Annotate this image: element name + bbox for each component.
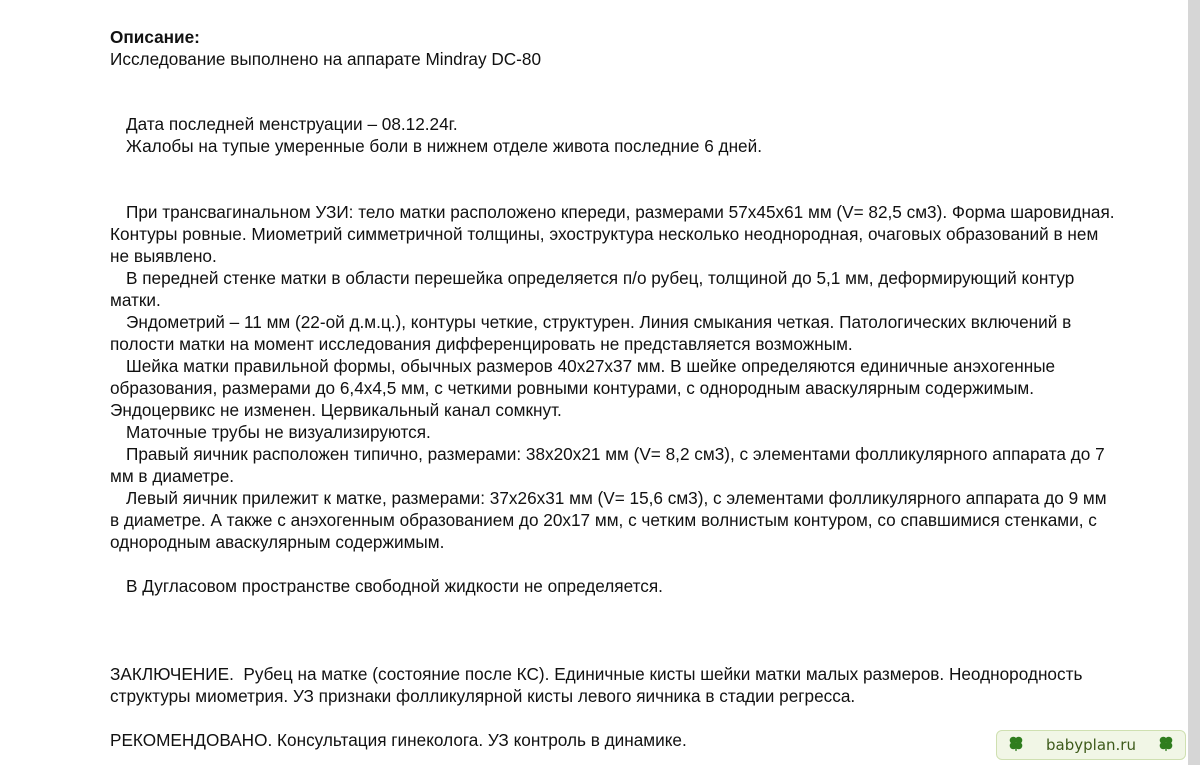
endometrium-finding: Эндометрий – 11 мм (22-ой д.м.ц.), контуры четкие, структурен. Линия смыкания четкая. Патологических включений в полости матки на момент исследования дифференцировать не представляется возможным.: [110, 312, 1072, 354]
clover-icon: [1157, 734, 1175, 756]
device-line: Исследование выполнено на аппарате Mindray DC-80: [110, 49, 542, 69]
spacer: [110, 707, 1120, 729]
clover-icon: [1007, 734, 1025, 756]
spacer: [110, 70, 1120, 113]
uterus-body-finding: При трансвагинальном УЗИ: тело матки расположено кпереди, размерами 57х45х61 мм (V= 82,5 см3). Форма шаровидная. Контуры ровные. Миометрий симметричной толщины, эхоструктура несколько неоднородная, очаговых образований в нем не выявлено.: [110, 202, 1115, 266]
tubes-finding: Маточные трубы не визуализируются.: [126, 422, 431, 442]
ultrasound-report: [110, 26, 1120, 751]
watermark-text: babyplan.ru: [1046, 736, 1136, 754]
conclusion: ЗАКЛЮЧЕНИЕ. Рубец на матке (состояние после КС). Единичные кисты шейки матки малых размеров. Неоднородность структуры миометрия. УЗ признаки фолликулярной кисты левого яичника в стадии регресса.: [110, 664, 1088, 706]
scar-finding: В передней стенке матки в области перешейка определяется п/о рубец, толщиной до 5,1 мм, деформирующий контур матки.: [110, 268, 1075, 310]
left-ovary-finding: Левый яичник прилежит к матке, размерами: 37х26х31 мм (V= 15,6 см3), с элементами фолликулярного аппарата до 9 мм в диаметре. А также с анэхогенным образованием до 20х17 мм, с четким волнистым контуром, со спавшимися стенками, с однородным аваскулярным содержимым.: [110, 488, 1107, 552]
spacer: [110, 553, 1120, 575]
spacer: [110, 597, 1120, 663]
cervix-finding: Шейка матки правильной формы, обычных размеров 40х27х37 мм. В шейке определяются единичные анэхогенные образования, размерами до 6,4х4,5 мм, с четкими ровными контурами, с однородным аваскулярным содержимым. Эндоцервикс не изменен. Цервикальный канал сомкнут.: [110, 356, 1056, 420]
spacer: [110, 157, 1120, 201]
right-ovary-finding: Правый яичник расположен типично, размерами: 38х20х21 мм (V= 8,2 см3), с элементами фолликулярного аппарата до 7 мм в диаметре.: [110, 444, 1105, 486]
babyplan-watermark: [996, 730, 1186, 760]
recommendation: РЕКОМЕНДОВАНО. Консультация гинеколога. УЗ контроль в динамике.: [110, 730, 687, 750]
douglas-finding: В Дугласовом пространстве свободной жидкости не определяется.: [126, 576, 663, 596]
complaints: Жалобы на тупые умеренные боли в нижнем отделе живота последние 6 дней.: [126, 136, 762, 156]
menstruation-date: Дата последней менструации – 08.12.24г.: [126, 114, 458, 134]
description-heading: Описание:: [110, 27, 200, 47]
